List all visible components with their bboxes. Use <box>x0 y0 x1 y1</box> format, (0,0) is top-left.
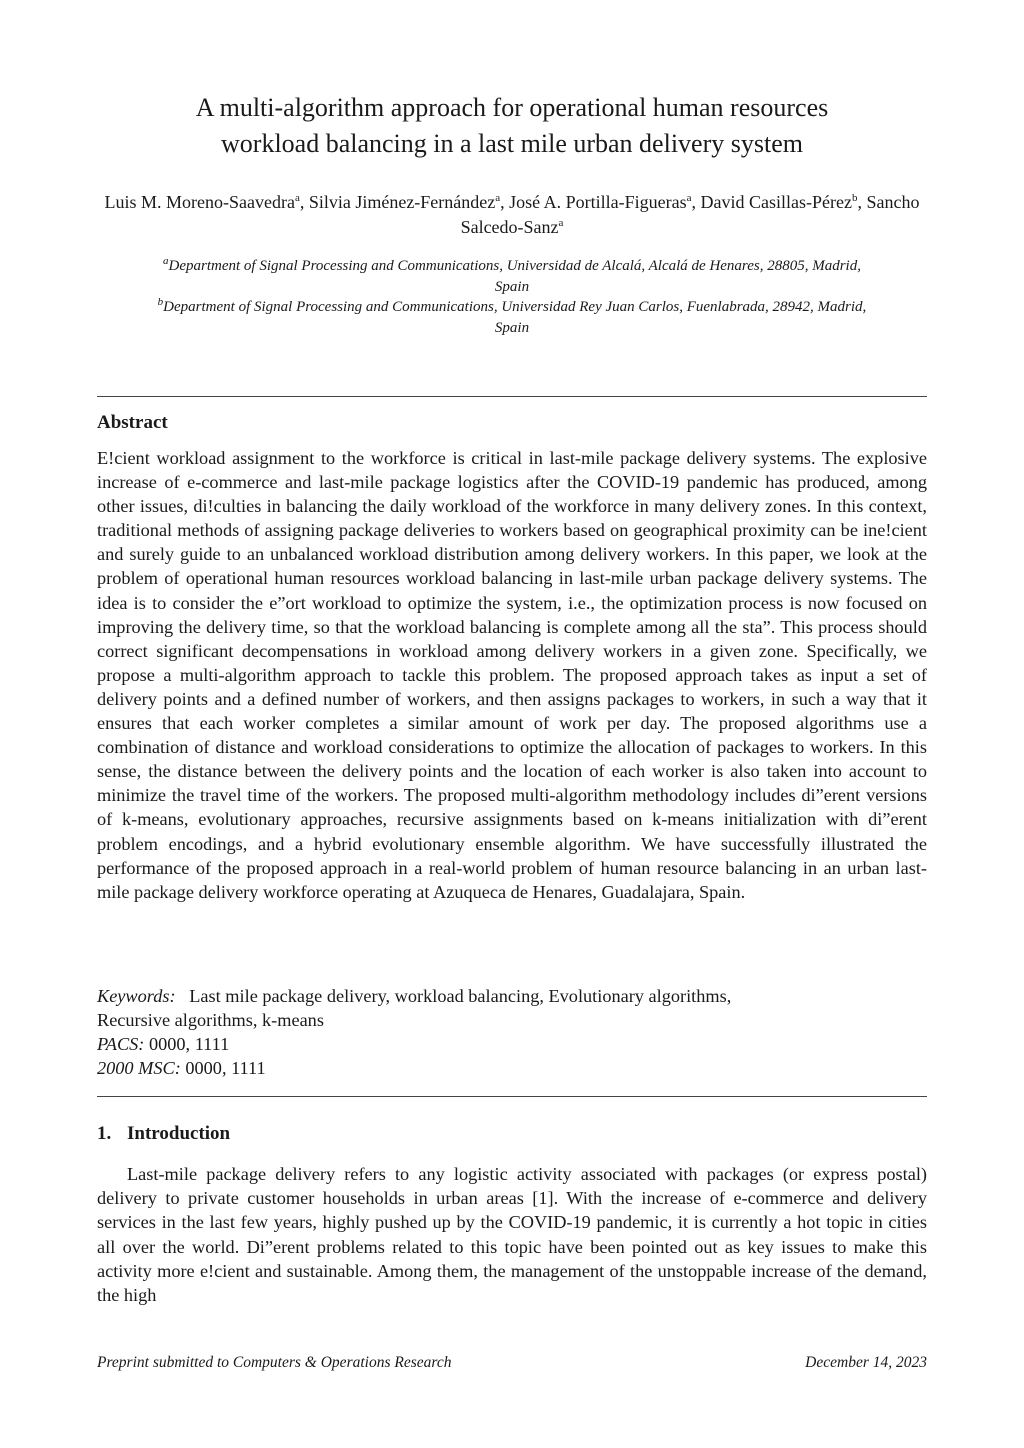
title-line-1: A multi-algorithm approach for operational human resources <box>195 93 829 122</box>
affiliation-a: $^a$Department of Signal Processing and Communications, Universidad de Alcalá, Alcalá de Henares, 28805, Madrid, Spain <box>163 255 861 295</box>
msc-line <box>97 1056 927 1080</box>
pacs-value: 0000, 1111 <box>148 1034 230 1054</box>
footer-date: December 14, 2023 <box>805 1354 927 1371</box>
bottom-divider <box>97 1096 927 1097</box>
keywords-line1-text: Last mile package delivery, workload balancing, Evolutionary algorithms, <box>189 986 732 1006</box>
section-heading <box>97 1121 230 1147</box>
author-list <box>100 190 924 240</box>
author-1: Luis M. Moreno-Saavedra$^a$, <box>104 192 309 212</box>
top-divider <box>97 396 927 397</box>
keywords-block <box>97 984 927 1080</box>
msc-label: 2000 MSC: <box>97 1058 181 1078</box>
keywords-line-2: Recursive algorithms, k-means <box>97 1010 324 1030</box>
abstract-heading: Abstract <box>97 412 168 433</box>
section-title: Introduction <box>127 1123 231 1144</box>
footer-preprint-note: Preprint submitted to Computers & Operations Research <box>97 1354 452 1371</box>
keywords-label: Keywords: <box>97 986 176 1006</box>
abstract-text: E!cient workload assignment to the workforce is critical in last-mile package delivery systems. The explosive increase of e-commerce and last-mile package logistics after the COVID-19 pandemic has produced, among other issues, di!culties in balancing the daily workload of the workforce in many delivery zones. In this context, traditional methods of assigning package deliveries to workers based on geographical proximity can be ine!cient and surely guide to an unbalanced workload distribution among delivery workers. In this paper, we look at the problem of operational human resources workload balancing in last-mile urban package delivery systems. The idea is to consider the e”ort workload to optimize the system, i.e., the optimization process is now focused on improving the delivery time, so that the workload balancing is complete among all the sta”. This process should correct significant decompensations in workload among delivery workers in a given zone. Specifically, we propose a multi-algorithm approach to tackle this problem. The proposed approach takes as input a set of delivery points and a defined number of workers, and then assigns packages to workers, in such a way that it ensures that each worker completes a similar amount of work per day. The proposed algorithms use a combination of distance and workload considerations to optimize the allocation of packages to workers. In this sense, the distance between the delivery points and the location of each worker is also taken into account to minimize the travel time of the workers. The proposed multi-algorithm methodology includes di”erent versions of k-means, evolutionary approaches, recursive assignments based on k-means initialization with di”erent problem encodings, and a hybrid evolutionary ensemble algorithm. We have successfully illustrated the performance of the proposed approach in a real-world problem of human resource balancing in an urban last-mile package delivery workforce operating at Azuqueca de Henares, Guadalajara, Spain. <box>97 448 927 902</box>
pacs-label: PACS: <box>97 1034 145 1054</box>
section-number: 1. <box>97 1123 112 1144</box>
introduction-text: Last-mile package delivery refers to any logistic activity associated with packages (or express postal) delivery to private customer households in urban areas [1]. With the increase of e-commerce and delivery services in the last few years, highly pushed up by the COVID-19 pandemic, it is currently a hot topic in cities all over the world. Di”erent problems related to this topic have been pointed out as key issues to make this activity more e!cient and sustainable. Among them, the management of the unstoppable increase of the demand, the high <box>97 1164 927 1306</box>
author-5: Sancho Salcedo-Sanz$^a$ <box>460 192 920 237</box>
author-3: José A. Portilla-Figueras$^a$, <box>509 192 701 212</box>
author-4: David Casillas-Pérez$^b$, <box>700 192 867 212</box>
affiliations <box>150 256 874 338</box>
paper-title <box>100 90 924 162</box>
affiliation-b: $^b$Department of Signal Processing and Communications, Universidad Rey Juan Carlos, Fuenlabrada, 28942, Madrid, Spain <box>157 296 867 336</box>
author-2: Silvia Jiménez-Fernández$^a$, <box>308 192 510 212</box>
keywords-line-1 <box>97 984 927 1008</box>
msc-value: 0000, 1111 <box>185 1058 266 1078</box>
title-line-2: workload balancing in a last mile urban delivery system <box>221 129 803 158</box>
pacs-line <box>97 1032 927 1056</box>
